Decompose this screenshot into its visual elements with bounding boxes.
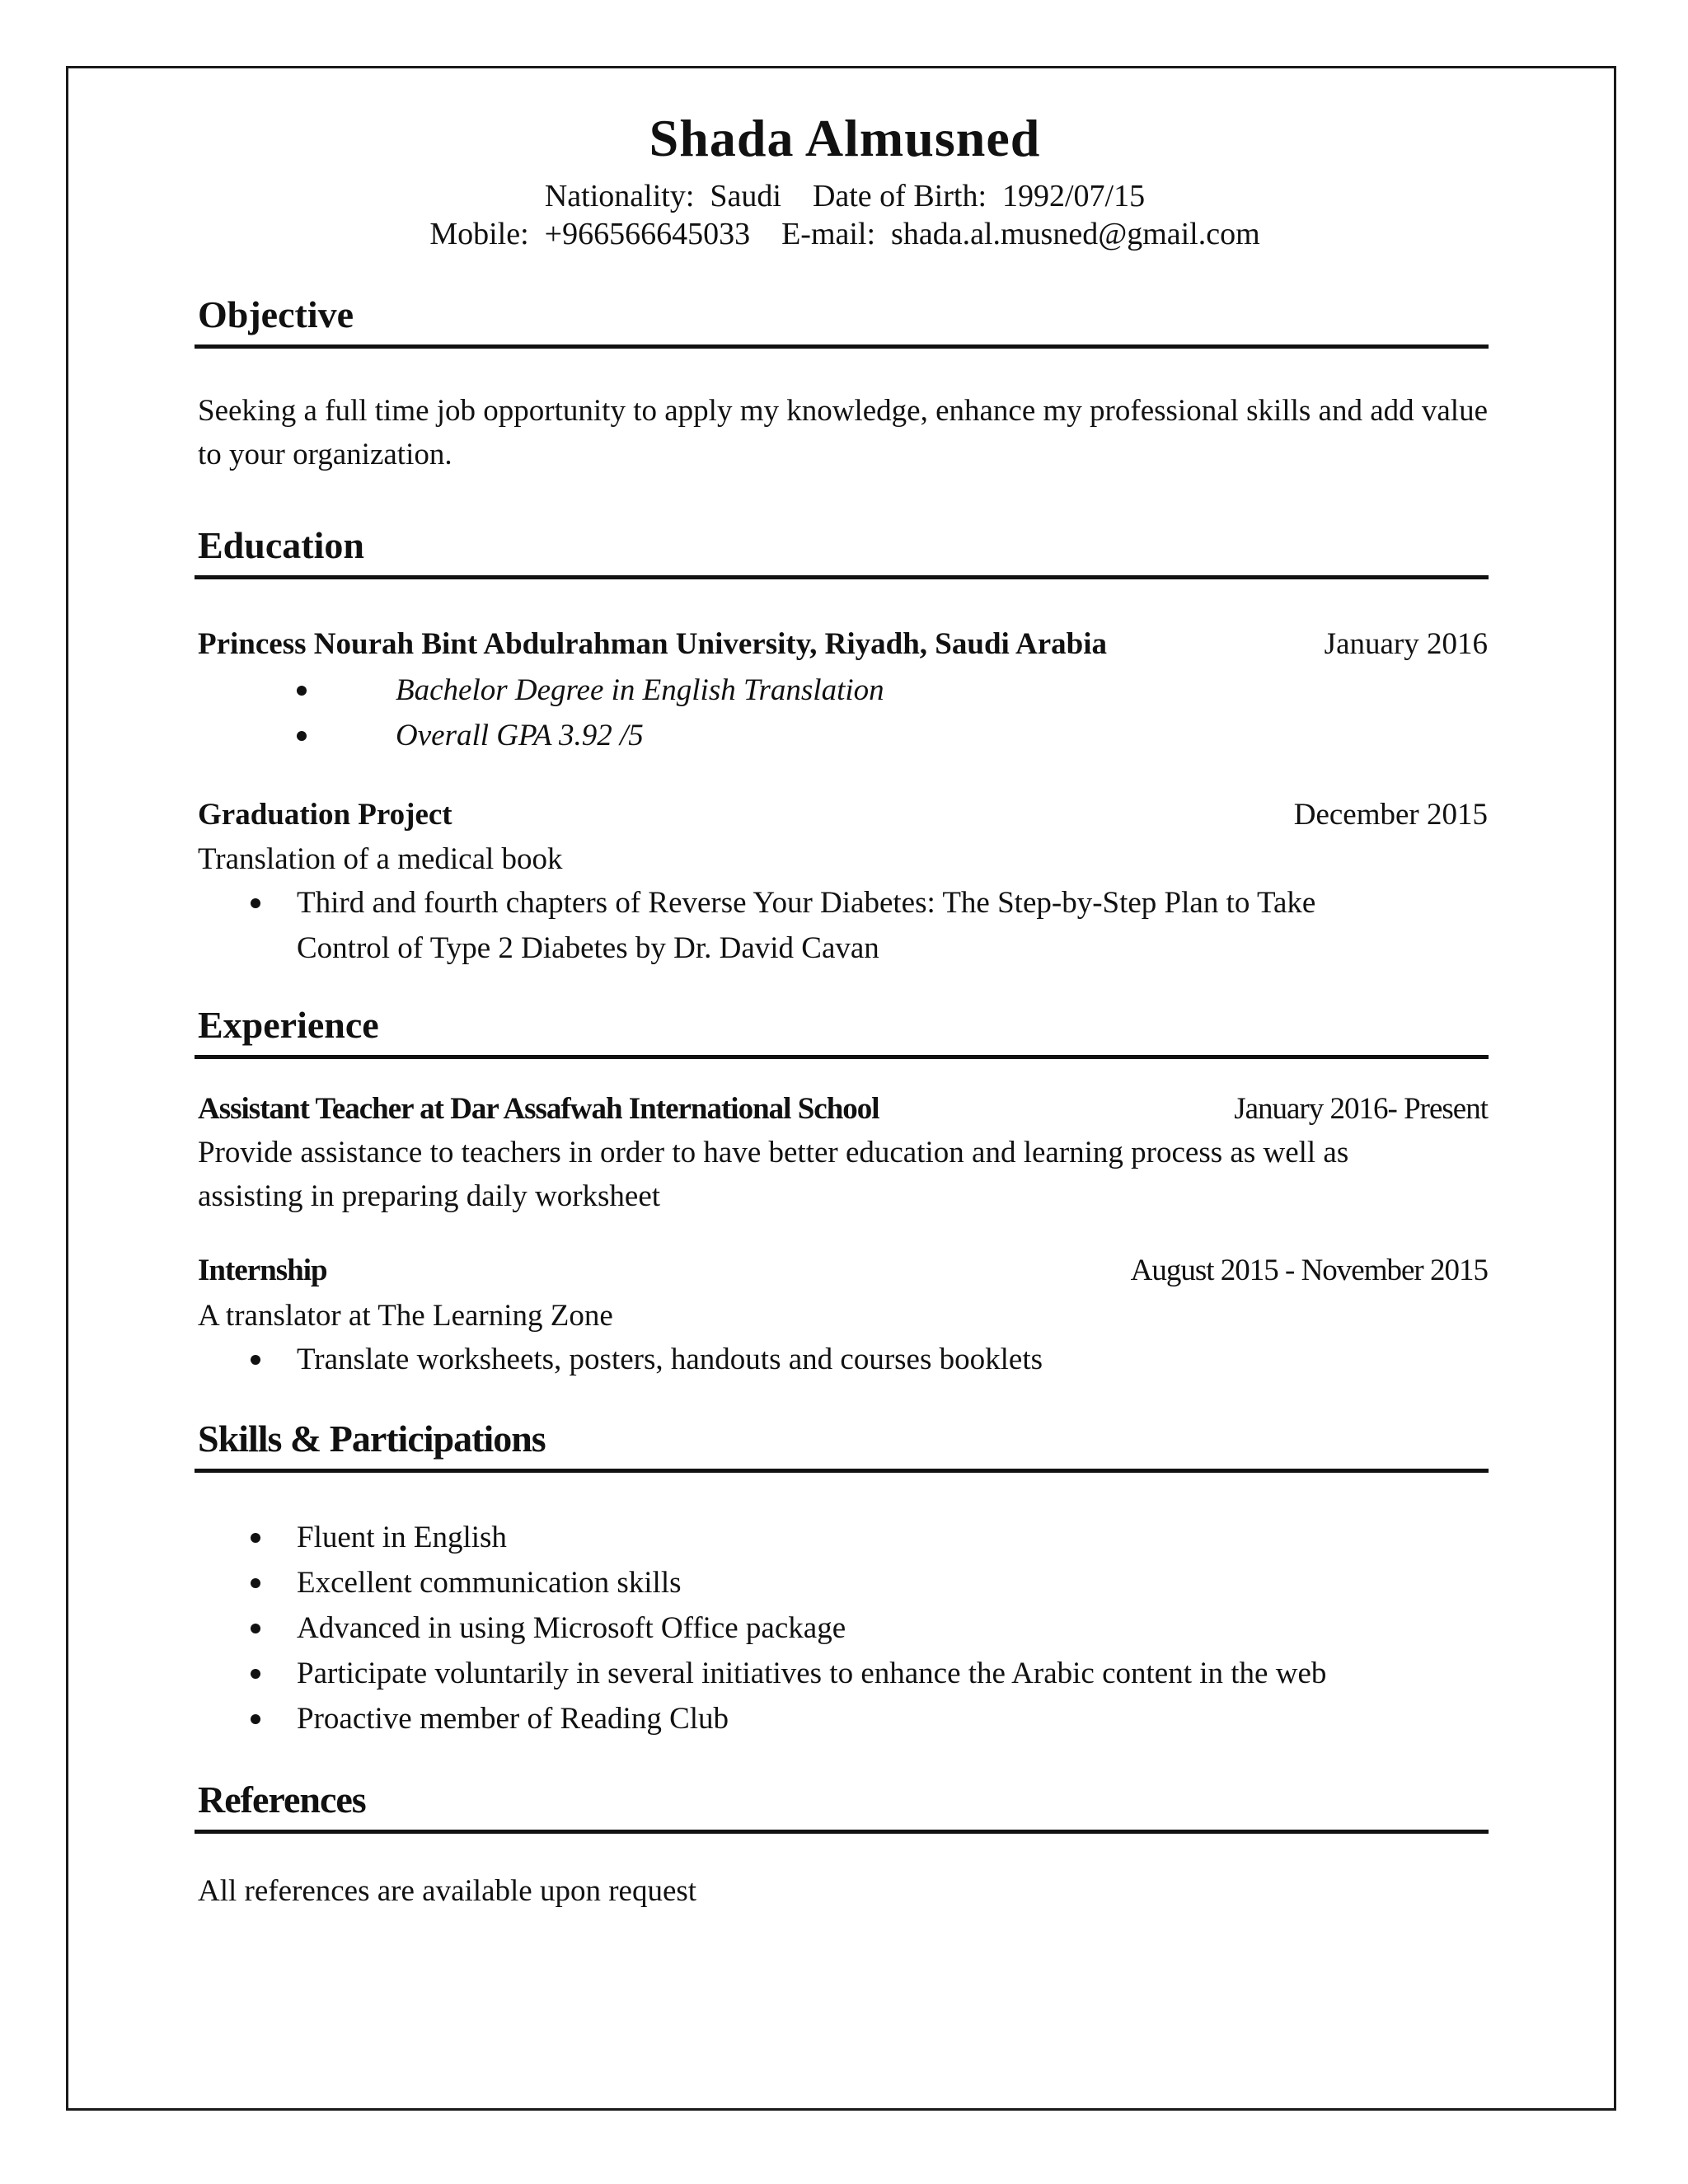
internship-row: [198, 1249, 1488, 1292]
objective-text: Seeking a full time job opportunity to apply my knowledge, enhance my professional skills and add value to your organization.: [198, 394, 1488, 471]
university-details: [198, 668, 1488, 758]
bullet-icon: [297, 686, 307, 696]
internship-role: Internship: [198, 1254, 327, 1287]
experience-rule: [195, 1055, 1489, 1059]
list-item: Excellent communication skills: [198, 1560, 1488, 1605]
personal-info: Nationality: Saudi Date of Birth: 1992/07/15: [544, 179, 1146, 213]
list-item: Advanced in using Microsoft Office package: [198, 1605, 1488, 1651]
internship-date: August 2015 - November 2015: [1130, 1254, 1488, 1287]
bullet-icon: [251, 1533, 260, 1543]
list-item: Fluent in English: [198, 1515, 1488, 1560]
bullet-icon: [251, 1624, 260, 1633]
project-subtitle: Translation of a medical book: [198, 842, 563, 876]
list-item: Participate voluntarily in several initiatives to enhance the Arabic content in the web: [198, 1651, 1488, 1696]
project-row: [198, 794, 1488, 837]
skills-rule: [195, 1469, 1489, 1473]
job-date: January 2016- Present: [1234, 1092, 1488, 1126]
project-details: [198, 880, 1409, 971]
list-item: Bachelor Degree in English Translation: [198, 668, 1488, 713]
university-row: [198, 623, 1488, 666]
references-rule: [195, 1830, 1489, 1834]
internship-details: [198, 1337, 1409, 1382]
list-item: Proactive member of Reading Club: [198, 1696, 1488, 1741]
experience-heading: Experience: [198, 1004, 379, 1046]
bullet-icon: [251, 1355, 260, 1365]
list-item: Overall GPA 3.92 /5: [198, 713, 1488, 758]
internship-description: A translator at The Learning Zone: [198, 1299, 613, 1333]
contact-info: Mobile: +966566645033 E-mail: shada.al.musned@gmail.com: [429, 217, 1260, 251]
project-date: December 2015: [1293, 798, 1488, 832]
bullet-icon: [251, 898, 260, 908]
references-heading: References: [198, 1779, 366, 1821]
job-description: Provide assistance to teachers in order to have better education and learning process as well as assisting in preparing daily worksheet: [198, 1136, 1349, 1213]
education-heading: Education: [198, 524, 364, 566]
education-rule: [195, 575, 1489, 579]
bullet-icon: [297, 731, 307, 741]
references-text: All references are available upon request: [198, 1874, 697, 1908]
bullet-icon: [251, 1578, 260, 1588]
university-date: January 2016: [1324, 627, 1488, 661]
project-name: Graduation Project: [198, 798, 452, 832]
job-row: [198, 1088, 1488, 1131]
bullet-icon: [251, 1669, 260, 1679]
skills-list: [198, 1515, 1488, 1741]
bullet-icon: [251, 1714, 260, 1724]
objective-rule: [195, 344, 1489, 349]
list-item: Third and fourth chapters of Reverse Your Diabetes: The Step-by-Step Plan to Take Control of Type 2 Diabetes by Dr. David Cavan: [198, 880, 1409, 971]
objective-heading: Objective: [198, 293, 354, 335]
job-role: Assistant Teacher at Dar Assafwah International School: [198, 1092, 879, 1126]
skills-heading: Skills & Participations: [198, 1418, 546, 1460]
list-item: Translate worksheets, posters, handouts and courses booklets: [198, 1337, 1409, 1382]
university-name: Princess Nourah Bint Abdulrahman University, Riyadh, Saudi Arabia: [198, 627, 1108, 661]
resume-name: Shada Almusned: [649, 109, 1041, 167]
